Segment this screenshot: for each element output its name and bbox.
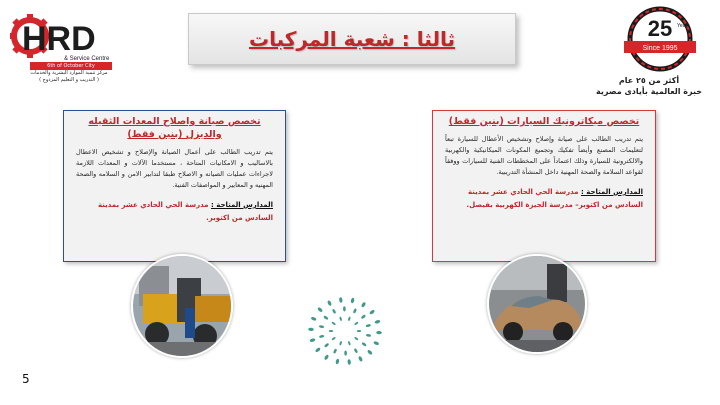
ornament-leaf <box>354 336 359 340</box>
slide-title: ثالثا : شعبة المركبات <box>249 27 455 51</box>
ornament-leaf <box>317 307 323 313</box>
ornament-leaf <box>308 328 314 331</box>
ornament-leaf <box>332 308 337 314</box>
hrd-brand-text: HRD <box>22 20 96 58</box>
ornament-leaf <box>331 336 336 340</box>
ornament-leaf <box>339 341 342 346</box>
ornament-leaf <box>333 348 337 354</box>
ornament-leaf <box>335 358 339 364</box>
ornament-leaf <box>369 309 375 315</box>
ornament-leaf <box>373 341 379 346</box>
ornament-leaf <box>357 330 361 332</box>
anniversary-since: Since 1995 <box>642 45 678 52</box>
ornament-leaf <box>361 301 367 307</box>
ornament-leaf <box>361 342 367 347</box>
ornament-leaf <box>339 316 342 321</box>
hrd-caption-line1: مركز تنمية الموارد البشرية والخدمات <box>30 70 108 76</box>
heavy-machinery-photo <box>131 254 233 358</box>
hrd-tagline-text: & Service Centre <box>64 56 110 62</box>
hrd-caption <box>14 70 124 84</box>
ornament-leaf <box>327 300 332 306</box>
hrd-logo <box>10 8 128 100</box>
ornament-leaf <box>348 316 351 321</box>
ornament-leaf <box>310 316 316 321</box>
heavy-equipment-schools-label: المدارس المتاحة : <box>210 201 273 209</box>
ornament-leaf <box>358 356 363 362</box>
anniversary-years-word: Years <box>677 23 690 29</box>
anniversary-logo <box>612 6 708 72</box>
heavy-equipment-description: يتم تدريب الطالب على أعمال الصيانة والإصلاح و تشخيص الاعطال بالاساليب و الامكانيات المتاحة ، مستخدما الآلات و المعدات اللازمة لاجراءات عمليات الصيانه و الاصلاح طبقا لتدابير الامن و السلامه والصحة المهنيه و المعايير و المواصفات الفنية. <box>76 148 273 189</box>
ornament-leaf <box>374 319 380 324</box>
heavy-equipment-panel <box>63 110 286 262</box>
ornament-leaf <box>354 348 359 354</box>
mechatronics-panel <box>432 110 656 262</box>
ornament-leaf <box>366 324 371 328</box>
ornament-leaf <box>347 359 351 365</box>
ornament-leaf <box>354 321 359 325</box>
ornament-leaf <box>376 331 382 334</box>
ornament-leaf <box>361 314 367 319</box>
decorative-burst-ornament <box>300 290 390 372</box>
mechatronics-schools-value: مدرسة الحي الحادي عشر بمدينة السادس من اكتوبر– مدرسة الجيزة الكهربية بفيصل. <box>466 188 643 209</box>
anniversary-caption-line2: خبرة العالمية بأيادى مصرية <box>596 87 702 96</box>
hrd-caption-line2: ( التدريب و التعليم المزدوج ) <box>39 77 99 83</box>
ornament-leaf <box>331 321 336 325</box>
page-number: 5 <box>22 372 30 386</box>
ornament-leaf <box>315 347 321 353</box>
mechatronics-schools <box>445 186 643 212</box>
ornament-leaf <box>319 335 324 339</box>
ornament-leaf <box>319 325 324 329</box>
hrd-ribbon: 6th of October City <box>30 62 112 70</box>
ornament-leaf <box>353 308 357 314</box>
mechatronics-schools-label: المدارس المتاحة : <box>580 188 643 196</box>
anniversary-number: 25 <box>647 16 673 41</box>
ornament-leaf <box>343 306 346 311</box>
ornament-leaf <box>309 338 315 343</box>
ornament-leaf <box>344 351 347 356</box>
ornament-leaf <box>329 330 333 332</box>
title-banner <box>188 13 516 65</box>
heavy-equipment-title: تخصص صيانة واصلاح المعدات الثقيله والديزل (بنين فقط) <box>88 116 261 140</box>
mechatronics-description: يتم تدريب الطالب على صيانة وإصلاح وتشخيص الأعطال للسيارة تبعاً لتعليمات المصنع وأيضاً تفكيك وتجميع المكونات الميكانيكية والكهربية والالكترونية للسيارة وذلك اعتماداً على المخططات الفنية للسيارات ووفقاً لقواعد السلامة والصحة المهنية داخل المنشأة التدريبية. <box>445 135 643 176</box>
ornament-leaf <box>350 297 354 303</box>
ornament-leaf <box>324 354 330 360</box>
ornament-leaf <box>324 343 330 348</box>
ornament-leaf <box>323 315 329 320</box>
heavy-equipment-schools <box>76 199 273 225</box>
ornament-leaf <box>348 341 351 346</box>
ornament-leaf <box>366 334 371 338</box>
ornament-leaf <box>339 297 343 303</box>
anniversary-caption-line1: أكثر من ٢٥ عام <box>618 76 680 85</box>
ornament-leaf <box>367 349 373 355</box>
mechatronics-title: تخصص ميكاترونيك السيارات (بنين فقط) <box>448 116 640 127</box>
car-service-photo <box>487 254 587 354</box>
heavy-equipment-schools-value: مدرسة الحي الحادي عشر بمدينة السادس من اكتوبر. <box>98 201 273 222</box>
